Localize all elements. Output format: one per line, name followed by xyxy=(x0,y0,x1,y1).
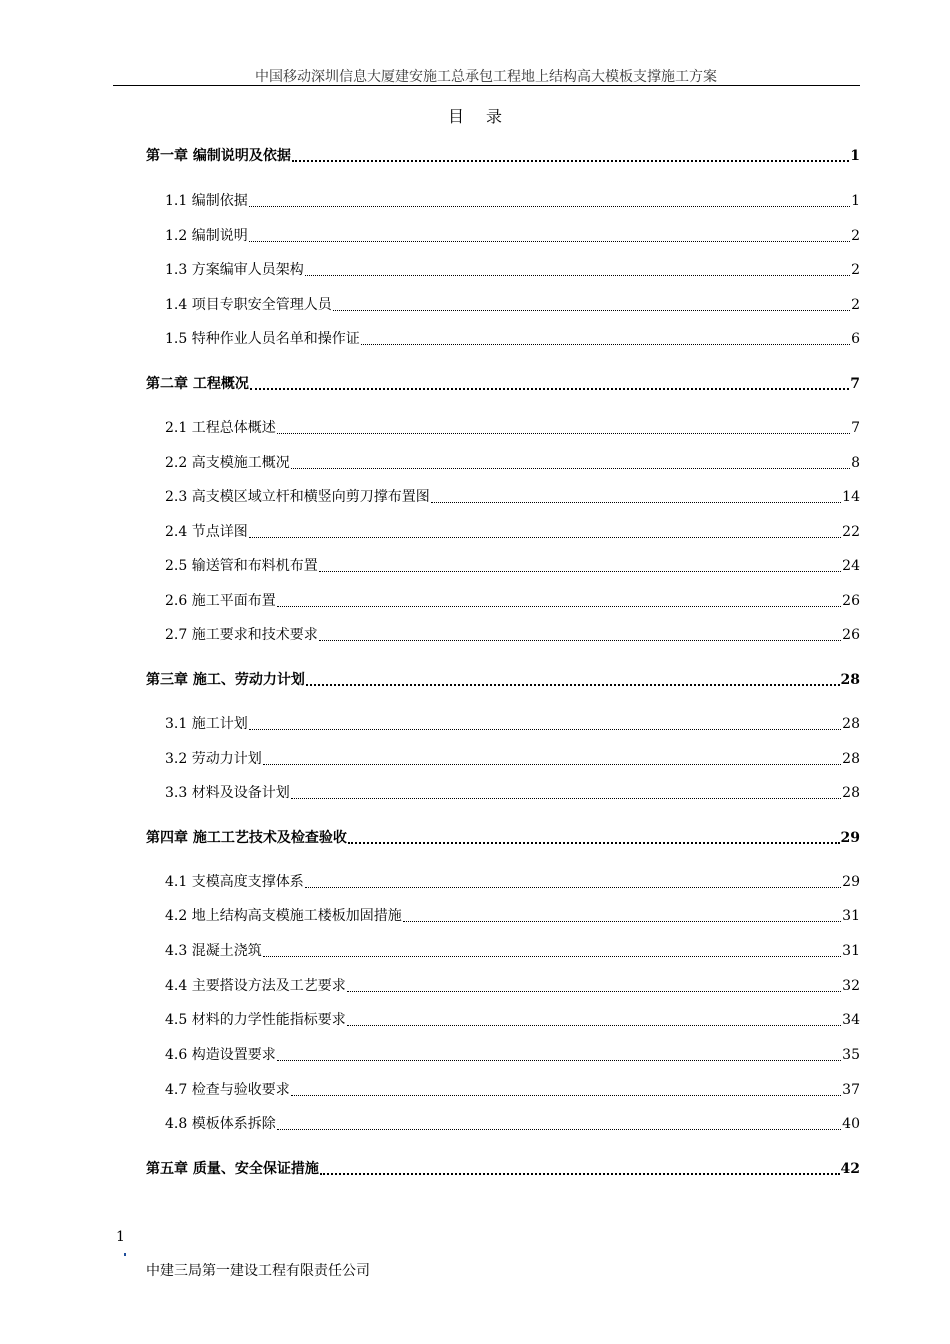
toc-entry-label: 第四章 施工工艺技术及检查验收 xyxy=(146,830,347,846)
toc-leader-dots xyxy=(249,206,850,207)
toc-entry-page: 28 xyxy=(842,716,860,732)
toc-entry-page: 14 xyxy=(842,489,860,505)
toc-entry-page: 8 xyxy=(851,455,860,471)
toc-entry-page: 28 xyxy=(840,672,860,688)
toc-entry-label: 2.3 高支模区域立杆和横竖向剪刀撑布置图 xyxy=(165,489,430,505)
footer-company: 中建三局第一建设工程有限责任公司 xyxy=(146,1263,370,1279)
toc-title: 目录 xyxy=(447,107,524,126)
toc-section-entry[interactable] xyxy=(165,1010,860,1030)
toc-leader-dots xyxy=(305,275,850,276)
toc-leader-dots xyxy=(320,1173,840,1175)
toc-section-entry[interactable] xyxy=(165,591,860,611)
toc-entry-label: 4.8 模板体系拆除 xyxy=(165,1116,276,1132)
toc-entry-page: 35 xyxy=(842,1047,860,1063)
toc-entry-label: 4.4 主要搭设方法及工艺要求 xyxy=(165,978,346,994)
toc-entry-label: 第五章 质量、安全保证措施 xyxy=(146,1161,319,1177)
toc-section-entry[interactable] xyxy=(165,625,860,645)
toc-entry-page: 7 xyxy=(850,376,860,392)
toc-entry-label: 1.5 特种作业人员名单和操作证 xyxy=(165,331,360,347)
toc-chapter-entry[interactable] xyxy=(146,670,860,690)
toc-section-entry[interactable] xyxy=(165,260,860,280)
toc-entry-label: 2.5 输送管和布料机布置 xyxy=(165,558,318,574)
toc-section-entry[interactable] xyxy=(165,872,860,892)
toc-entry-page: 1 xyxy=(850,148,860,164)
toc-entry-label: 3.2 劳动力计划 xyxy=(165,751,262,767)
toc-leader-dots xyxy=(361,344,850,345)
toc-entry-label: 2.4 节点详图 xyxy=(165,524,248,540)
toc-leader-dots xyxy=(319,571,841,572)
toc-entry-label: 4.5 材料的力学性能指标要求 xyxy=(165,1012,346,1028)
toc-section-entry[interactable] xyxy=(165,226,860,246)
toc-leader-dots xyxy=(291,798,841,799)
toc-entry-page: 31 xyxy=(842,943,860,959)
toc-leader-dots xyxy=(263,764,841,765)
toc-section-entry[interactable] xyxy=(165,329,860,349)
toc-entry-label: 4.2 地上结构高支模施工楼板加固措施 xyxy=(165,908,402,924)
toc-leader-dots xyxy=(277,606,841,607)
toc-entry-label: 3.3 材料及设备计划 xyxy=(165,785,290,801)
toc-leader-dots xyxy=(277,1129,841,1130)
toc-leader-dots xyxy=(403,921,841,922)
toc-entry-page: 7 xyxy=(851,420,860,436)
toc-entry-label: 2.1 工程总体概述 xyxy=(165,420,276,436)
footer-mark xyxy=(124,1253,126,1256)
toc-leader-dots xyxy=(291,468,850,469)
toc-leader-dots xyxy=(292,160,849,162)
toc-leader-dots xyxy=(291,1095,841,1096)
toc-section-entry[interactable] xyxy=(165,418,860,438)
toc-leader-dots xyxy=(263,956,841,957)
toc-entry-page: 1 xyxy=(851,193,860,209)
toc-entry-label: 3.1 施工计划 xyxy=(165,716,248,732)
toc-section-entry[interactable] xyxy=(165,783,860,803)
toc-chapter-entry[interactable] xyxy=(146,374,860,394)
toc-entry-label: 4.1 支模高度支撑体系 xyxy=(165,874,304,890)
toc-leader-dots xyxy=(249,729,841,730)
toc-leader-dots xyxy=(250,388,849,390)
toc-entry-page: 28 xyxy=(842,751,860,767)
toc-leader-dots xyxy=(277,433,850,434)
toc-leader-dots xyxy=(347,1025,841,1026)
toc-entry-page: 28 xyxy=(842,785,860,801)
toc-chapter-entry[interactable] xyxy=(146,146,860,166)
toc-entry-page: 29 xyxy=(842,874,860,890)
toc-chapter-entry[interactable] xyxy=(146,1159,860,1179)
toc-section-entry[interactable] xyxy=(165,714,860,734)
toc-entry-page: 37 xyxy=(842,1082,860,1098)
toc-section-entry[interactable] xyxy=(165,1080,860,1100)
toc-section-entry[interactable] xyxy=(165,191,860,211)
toc-entry-label: 4.3 混凝土浇筑 xyxy=(165,943,262,959)
toc-entry-page: 6 xyxy=(851,331,860,347)
toc-leader-dots xyxy=(347,991,841,992)
toc-section-entry[interactable] xyxy=(165,1045,860,1065)
toc-section-entry[interactable] xyxy=(165,295,860,315)
toc-entry-page: 22 xyxy=(842,524,860,540)
toc-entry-page: 31 xyxy=(842,908,860,924)
toc-section-entry[interactable] xyxy=(165,1114,860,1134)
toc-leader-dots xyxy=(348,842,840,844)
toc-entry-label: 1.4 项目专职安全管理人员 xyxy=(165,297,332,313)
toc-entry-label: 2.2 高支模施工概况 xyxy=(165,455,290,471)
toc-leader-dots xyxy=(319,640,841,641)
toc-entry-label: 4.6 构造设置要求 xyxy=(165,1047,276,1063)
toc-entry-label: 2.6 施工平面布置 xyxy=(165,593,276,609)
toc-section-entry[interactable] xyxy=(165,522,860,542)
toc-entry-page: 2 xyxy=(851,228,860,244)
toc-entry-page: 42 xyxy=(840,1161,860,1177)
toc-entry-label: 1.3 方案编审人员架构 xyxy=(165,262,304,278)
toc-leader-dots xyxy=(305,887,841,888)
toc-section-entry[interactable] xyxy=(165,976,860,996)
toc-entry-label: 4.7 检查与验收要求 xyxy=(165,1082,290,1098)
toc-entry-page: 2 xyxy=(851,297,860,313)
toc-entry-page: 26 xyxy=(842,593,860,609)
toc-entry-page: 26 xyxy=(842,627,860,643)
toc-entry-label: 1.2 编制说明 xyxy=(165,228,248,244)
toc-leader-dots xyxy=(277,1060,841,1061)
toc-section-entry[interactable] xyxy=(165,487,860,507)
toc-entry-label: 第二章 工程概况 xyxy=(146,376,249,392)
toc-section-entry[interactable] xyxy=(165,941,860,961)
toc-entry-label: 1.1 编制依据 xyxy=(165,193,248,209)
toc-entry-page: 40 xyxy=(842,1116,860,1132)
toc-chapter-entry[interactable] xyxy=(146,828,860,848)
toc-leader-dots xyxy=(431,502,841,503)
toc-section-entry[interactable] xyxy=(165,749,860,769)
toc-leader-dots xyxy=(306,684,840,686)
toc-section-entry[interactable] xyxy=(165,556,860,576)
toc-leader-dots xyxy=(249,241,850,242)
toc-entry-page: 24 xyxy=(842,558,860,574)
toc-entry-label: 第一章 编制说明及依据 xyxy=(146,148,291,164)
toc-section-entry[interactable] xyxy=(165,453,860,473)
toc-entry-page: 29 xyxy=(840,830,860,846)
toc-leader-dots xyxy=(333,310,850,311)
toc-entry-page: 34 xyxy=(842,1012,860,1028)
toc-entry-page: 2 xyxy=(851,262,860,278)
toc-leader-dots xyxy=(249,537,841,538)
header-rule xyxy=(113,85,860,86)
page-number: 1 xyxy=(116,1229,125,1245)
document-header-title: 中国移动深圳信息大厦建安施工总承包工程地上结构高大模板支撑施工方案 xyxy=(255,69,717,85)
toc-entry-page: 32 xyxy=(842,978,860,994)
toc-section-entry[interactable] xyxy=(165,906,860,926)
toc-entry-label: 第三章 施工、劳动力计划 xyxy=(146,672,305,688)
toc-entry-label: 2.7 施工要求和技术要求 xyxy=(165,627,318,643)
